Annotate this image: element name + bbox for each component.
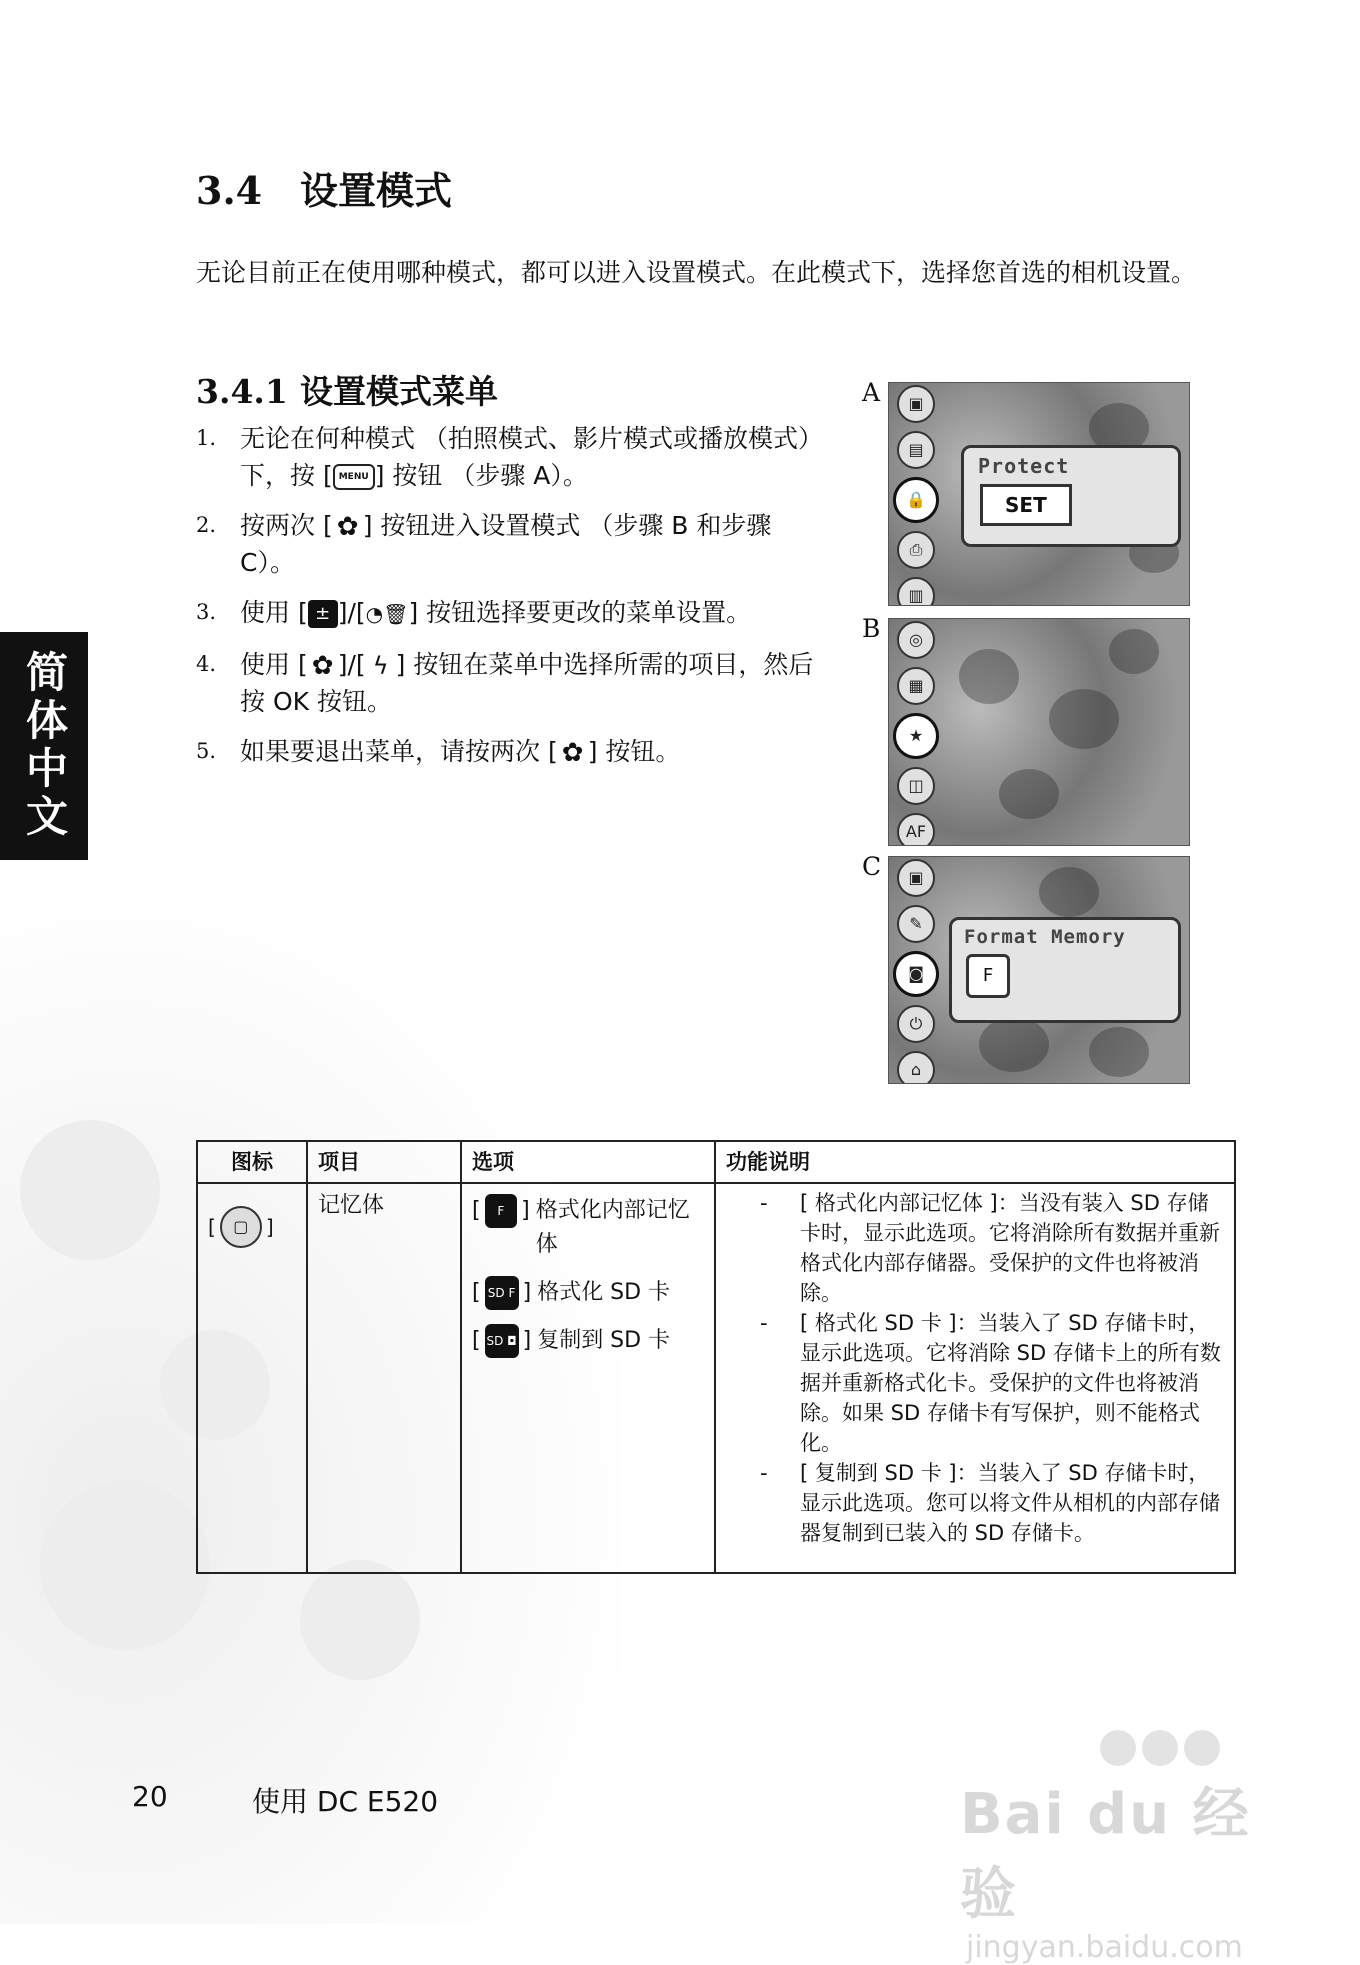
description-item: - [ 格式化内部记忆体 ]：当没有装入 SD 存储卡时，显示此选项。它将消除所有数据并重新格式化内部存储器。受保护的文件也将被消除。: [726, 1188, 1224, 1308]
item-cell: 记忆体: [307, 1183, 461, 1573]
copy-to-sd-icon: SD ◘: [485, 1324, 519, 1358]
flash-key-icon: ϟ: [372, 651, 389, 680]
screen-icon: ⎙: [897, 531, 935, 569]
description-list: [726, 1188, 1224, 1548]
menu-icon-column: [893, 619, 937, 846]
step-text: ] 按钮在菜单中选择所需的项目，然后按 OK 按钮。: [240, 649, 814, 716]
settings-table: [196, 1140, 1236, 1574]
step-item: [196, 594, 826, 633]
step-item: [196, 646, 826, 720]
protect-panel: [961, 445, 1181, 547]
step-number: 3.: [196, 600, 217, 624]
step-text: ]/[: [337, 598, 366, 627]
screen-c: [888, 856, 1190, 1084]
bracket: [: [208, 1215, 216, 1239]
step-number: 4.: [196, 651, 217, 676]
format-internal-icon: F: [966, 954, 1010, 998]
memory-icon: ◙: [893, 951, 939, 997]
watermark: [960, 1730, 1280, 1965]
table-row: [197, 1183, 1235, 1573]
icon-cell: [197, 1183, 307, 1573]
panel-title: Protect: [978, 454, 1070, 478]
bracket: ]: [265, 1215, 274, 1239]
option-item: [ SD F ] 格式化 SD 卡: [472, 1276, 704, 1310]
screen-icon: ▣: [897, 859, 935, 897]
screen-b: [888, 618, 1190, 846]
paw-icon: [1100, 1730, 1280, 1766]
background-bubble: [300, 1560, 420, 1680]
step-item: [196, 733, 826, 770]
menu-icon-column: [893, 857, 937, 1084]
step-text: 使用 [: [240, 649, 308, 679]
screen-icon: ▥: [897, 577, 935, 606]
watermark-url: jingyan.baidu.com: [966, 1930, 1243, 1965]
header-icon: 图标: [197, 1141, 307, 1183]
description-cell: [715, 1183, 1235, 1573]
format-internal-icon: F: [485, 1194, 518, 1228]
description-item: - [ 复制到 SD 卡 ]：当装入了 SD 存储卡时，显示此选项。您可以将文件从相机的内部存储器复制到已装入的 SD 存储卡。: [726, 1458, 1224, 1548]
watermark-brand: Bai du 经验: [960, 1782, 1251, 1927]
step-text: ] 按钮进入设置模式 （步骤 B 和步骤 C）。: [240, 511, 772, 577]
options-cell: [461, 1183, 715, 1573]
menu-icon-column: [893, 383, 937, 606]
panel-title: Format Memory: [964, 926, 1126, 948]
background-bubble: [40, 1480, 210, 1650]
background-bubble: [20, 1120, 160, 1260]
step-text: ] 按钮选择要更改的菜单设置。: [408, 598, 752, 627]
screen-icon: ⏻: [897, 1005, 935, 1043]
screen-icon: ▣: [897, 385, 935, 423]
timer-delete-key-icon: ◔🗑: [365, 601, 409, 626]
set-button: SET: [980, 484, 1072, 526]
section-title: [196, 160, 452, 215]
screen-icon: ⌂: [897, 1051, 935, 1084]
subsection-number: 3.4.1: [196, 372, 288, 411]
page-number: 20: [132, 1780, 168, 1813]
macro-key-icon: ✿: [561, 737, 584, 768]
language-side-tab: 简体中文: [0, 632, 88, 860]
screen-icon: AF: [897, 813, 935, 846]
screen-icon: ▤: [897, 431, 935, 469]
format-sd-icon: SD F: [485, 1276, 519, 1310]
header-item: 项目: [307, 1141, 461, 1183]
section-number: 3.4: [196, 168, 263, 213]
memory-icon: ▢: [220, 1206, 262, 1248]
step-text: ] 按钮。: [587, 736, 681, 766]
exposure-key-icon: ±: [308, 600, 338, 628]
step-number: 1.: [196, 426, 217, 450]
menu-key-icon: MENU: [333, 464, 375, 490]
subsection-title: [196, 366, 498, 413]
header-description: 功能说明: [715, 1141, 1235, 1183]
option-item: [ F ] 格式化内部记忆体: [472, 1194, 704, 1262]
option-label: 格式化 SD 卡: [537, 1280, 671, 1305]
step-text: 使用 [: [240, 598, 308, 627]
step-text: 按两次 [: [240, 511, 333, 540]
screen-b-label: B: [862, 614, 881, 643]
section-heading: 设置模式: [300, 169, 453, 213]
subsection-heading: 设置模式菜单: [300, 372, 498, 411]
screen-a-label: A: [862, 378, 881, 407]
option-label: 格式化内部记忆体: [535, 1198, 690, 1257]
step-text: 如果要退出菜单，请按两次 [: [240, 736, 558, 766]
header-options: 选项: [461, 1141, 715, 1183]
step-text: 无论在何种模式 （拍照模式、影片模式或播放模式）下，按 [: [240, 424, 823, 490]
steps-list: [196, 420, 826, 783]
macro-key-icon: ✿: [311, 650, 334, 681]
step-number: 2.: [196, 513, 217, 537]
step-number: 5.: [196, 738, 217, 763]
step-item: [196, 420, 826, 494]
protect-icon: 🔒: [893, 477, 939, 523]
macro-key-icon: ✿: [336, 512, 359, 542]
screen-icon: ▦: [897, 667, 935, 705]
format-memory-panel: [949, 917, 1181, 1023]
step-text: ] 按钮 （步骤 A）。: [374, 461, 588, 490]
description-item: - [ 格式化 SD 卡 ]：当装入了 SD 存储卡时，显示此选项。它将消除 SD 存储卡上的所有数据并重新格式化卡。受保护的文件也将被消除。如果 SD 存储卡有写保护，则不能格式化。: [726, 1308, 1224, 1458]
screen-icon: ✎: [897, 905, 935, 943]
favorite-icon: ★: [893, 713, 939, 759]
screen-a: [888, 382, 1190, 606]
option-item: [ SD ◘ ] 复制到 SD 卡: [472, 1324, 704, 1358]
screen-icon: ◎: [897, 621, 935, 659]
intro-paragraph: 无论目前正在使用哪种模式，都可以进入设置模式。在此模式下，选择您首选的相机设置。: [196, 258, 1197, 287]
step-item: [196, 507, 826, 581]
step-text: ]/[: [337, 649, 366, 679]
option-label: 复制到 SD 卡: [537, 1328, 671, 1353]
footer-title: 使用 DC E520: [252, 1785, 439, 1818]
screen-icon: ◫: [897, 767, 935, 805]
screen-c-label: C: [862, 852, 882, 881]
